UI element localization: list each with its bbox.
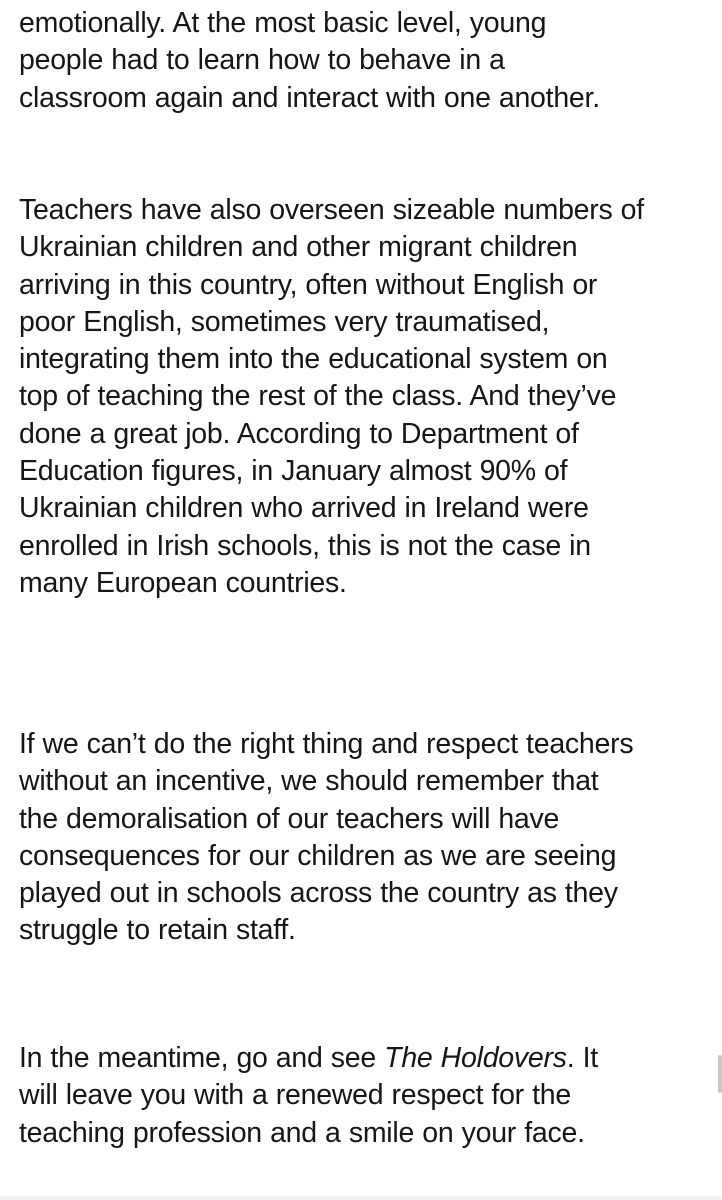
text-line: Ukrainian children and other migrant children <box>19 231 578 264</box>
text-line: classroom again and interact with one another. <box>19 81 600 114</box>
scrollbar-thumb[interactable] <box>718 1055 722 1093</box>
text-line: poor English, sometimes very traumatised, <box>19 305 550 338</box>
text-line: Education figures, in January almost 90% of <box>19 455 568 488</box>
text-line: Teachers have also overseen sizeable numbers of <box>19 194 644 226</box>
text-line: If we can’t do the right thing and respect teachers <box>19 728 634 760</box>
paragraph-holdovers <box>19 1040 709 1152</box>
text-line: the demoralisation of our teachers will have <box>19 802 560 835</box>
text-line: without an incentive, we should remember that <box>19 765 599 798</box>
text-line: will leave you with a renewed respect for the <box>19 1079 571 1112</box>
text-line: struggle to retain staff. <box>19 914 296 947</box>
film-title: The Holdovers <box>384 1042 567 1074</box>
text-line: played out in schools across the country as they <box>19 877 618 910</box>
paragraph-ukrainian-children <box>19 192 709 602</box>
text-line: many European countries. <box>19 566 347 599</box>
text-line: people had to learn how to behave in a <box>19 44 505 77</box>
text-line: Ukrainian children who arrived in Ireland were <box>19 492 589 525</box>
text-line: consequences for our children as we are seeing <box>19 839 617 872</box>
text-line <box>19 1040 709 1077</box>
bottom-divider <box>0 1196 722 1200</box>
text-segment: In the meantime, go and see <box>19 1042 385 1074</box>
text-segment: . It <box>566 1042 598 1074</box>
text-line: integrating them into the educational system on <box>19 343 608 376</box>
paragraph-emotional-impact <box>19 5 709 117</box>
text-line: top of teaching the rest of the class. And they’ve <box>19 380 617 413</box>
text-line: enrolled in Irish schools, this is not the case in <box>19 529 591 562</box>
text-line: teaching profession and a smile on your face. <box>19 1116 585 1149</box>
text-line: done a great job. According to Department of <box>19 417 579 450</box>
text-line: arriving in this country, often without English or <box>19 268 598 301</box>
paragraph-respect-teachers <box>19 726 709 950</box>
text-line: emotionally. At the most basic level, young <box>19 7 547 39</box>
